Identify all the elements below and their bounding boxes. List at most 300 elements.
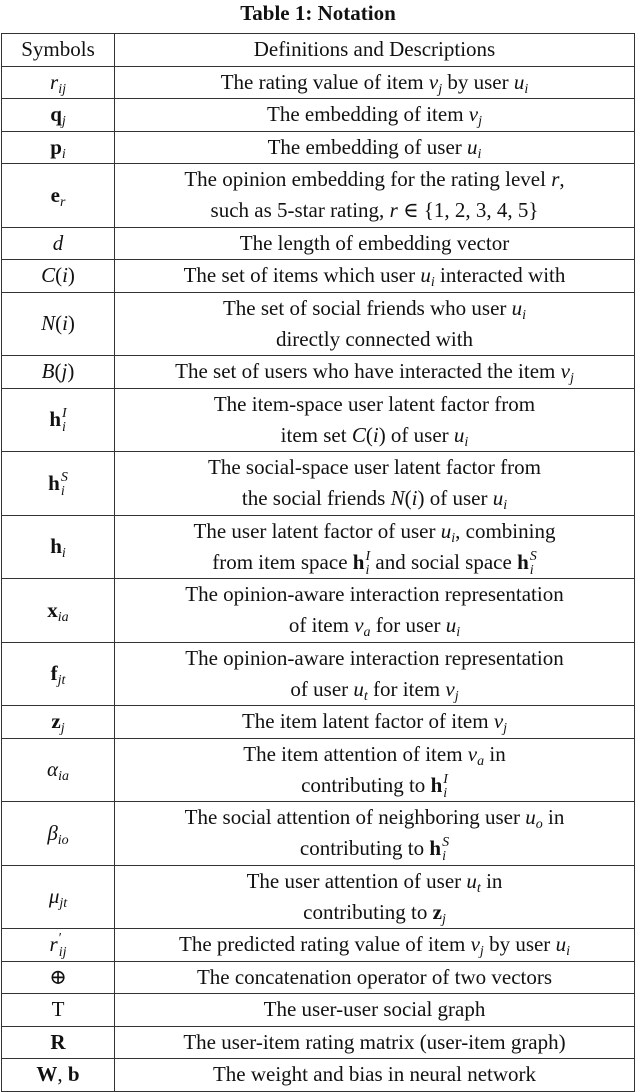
bold-symbol: p: [50, 134, 62, 159]
text: for user: [370, 613, 446, 638]
math-segment: [41, 311, 55, 335]
text: The embedding of user: [267, 134, 468, 159]
math-segment: [242, 709, 494, 733]
bold-symbol: R: [50, 1029, 66, 1054]
subscript: i: [61, 546, 66, 562]
math-segment: [214, 392, 535, 416]
symbol-cell: [2, 292, 115, 356]
bold-symbol: h: [48, 470, 60, 495]
italic-symbol: u: [453, 422, 465, 447]
italic-symbol: j: [61, 359, 68, 384]
math-segment: [445, 613, 461, 641]
math-segment: [560, 359, 574, 387]
italic-symbol: B: [41, 359, 55, 384]
symbol-cell: [2, 1026, 115, 1059]
symbol-cell: [2, 131, 115, 164]
math-segment: [185, 805, 526, 829]
math-segment: [264, 997, 486, 1021]
text: (: [55, 263, 63, 288]
sub-sup: [59, 932, 67, 960]
table-row: [2, 865, 635, 929]
description-line: [119, 579, 630, 610]
math-segment: [442, 70, 514, 94]
text: The opinion embedding for the rating level: [184, 167, 552, 192]
math-segment: [268, 135, 467, 159]
italic-symbol: i: [372, 422, 379, 447]
table-row: [2, 579, 635, 643]
math-segment: [194, 519, 441, 543]
subscript: ia: [58, 769, 69, 785]
description-cell: [115, 452, 635, 516]
math-segment: [352, 423, 366, 447]
table-row: [2, 961, 635, 994]
italic-symbol: v: [354, 613, 364, 638]
description-line: [119, 739, 630, 770]
symbol-cell: [2, 642, 115, 706]
math-segment: [50, 134, 66, 162]
description-cell: [115, 865, 635, 929]
symbol-cell: [2, 738, 115, 802]
math-segment: [481, 869, 503, 893]
italic-symbol: i: [62, 311, 68, 336]
text: The embedding of item: [267, 102, 469, 127]
math-segment: [47, 820, 69, 848]
subscript: jt: [57, 673, 66, 689]
math-segment: [50, 182, 66, 210]
italic-symbol: d: [52, 230, 64, 255]
description-line: [119, 420, 630, 451]
description-cell: [115, 388, 635, 452]
description-cell: [115, 579, 635, 643]
text: The user attention of user: [246, 868, 467, 893]
subscript: i: [60, 483, 65, 499]
bold-symbol: W: [36, 1062, 58, 1087]
math-segment: [432, 899, 446, 927]
symbol-cell: [2, 706, 115, 739]
text: item set: [280, 422, 352, 447]
text: in: [542, 805, 565, 830]
table-row: [2, 292, 635, 356]
notation-table: [1, 33, 635, 1092]
superscript: S: [442, 835, 450, 851]
table-row: [2, 642, 635, 706]
description-line: [119, 260, 630, 291]
italic-symbol: C: [41, 263, 56, 288]
table-row: [2, 66, 635, 99]
description-cell: [115, 642, 635, 706]
superscript: S: [529, 548, 537, 564]
text: of user: [290, 676, 354, 701]
math-segment: [243, 742, 468, 766]
text: by user: [442, 69, 514, 94]
math-segment: [428, 69, 443, 97]
symbol-cell: [2, 452, 115, 516]
subscript: ia: [57, 609, 69, 625]
text: The length of embedding vector: [239, 230, 510, 255]
description-cell: [115, 260, 635, 293]
subscript: o: [535, 817, 543, 833]
text: The user latent factor of user: [193, 518, 441, 543]
bold-symbol: h: [429, 836, 442, 861]
subscript: i: [477, 146, 482, 162]
subscript: j: [569, 371, 574, 387]
symbol-cell: [2, 929, 115, 962]
text: from item space: [212, 549, 353, 574]
description-line: [119, 1027, 630, 1058]
text: The set of items which user: [183, 263, 421, 288]
math-segment: [517, 548, 537, 578]
italic-symbol: u: [492, 486, 504, 511]
text: , combining: [455, 518, 556, 543]
subscript: j: [454, 688, 459, 704]
math-segment: [211, 198, 390, 222]
description-cell: [115, 292, 635, 356]
math-segment: [183, 1030, 565, 1054]
subscript: t: [476, 880, 481, 896]
math-segment: [391, 486, 405, 510]
math-segment: [48, 884, 68, 912]
symbol-cell: [2, 356, 115, 389]
text: The concatenation operator of two vectors: [196, 964, 553, 989]
sub-sup: [530, 550, 537, 578]
italic-symbol: μ: [48, 884, 60, 909]
description-line: [119, 674, 630, 705]
subscript: r: [59, 194, 66, 210]
sub-sup: [443, 773, 448, 801]
italic-symbol: u: [511, 295, 523, 320]
description-line: [119, 962, 630, 993]
math-segment: [240, 231, 509, 255]
text: and social space: [370, 549, 518, 574]
subscript: j: [60, 721, 65, 737]
text: the social friends: [241, 486, 391, 511]
math-segment: [47, 597, 69, 625]
math-segment: [543, 805, 565, 829]
math-segment: [52, 997, 65, 1021]
italic-symbol: v: [560, 359, 570, 384]
table-row: [2, 164, 635, 228]
math-segment: [247, 869, 467, 893]
sub-sup: [442, 836, 449, 864]
italic-symbol: α: [47, 757, 59, 782]
bold-symbol: h: [49, 407, 61, 432]
math-segment: [354, 613, 371, 641]
subscript: a: [477, 753, 485, 769]
description-line: [119, 833, 630, 864]
italic-symbol: u: [466, 868, 477, 893]
text: directly connected with: [275, 326, 474, 351]
description-cell: [115, 738, 635, 802]
text: interacted with: [434, 263, 566, 288]
math-segment: [405, 486, 412, 510]
description-cell: [115, 802, 635, 866]
subscript: j: [479, 944, 484, 960]
math-segment: [467, 741, 485, 769]
subscript: i: [522, 307, 527, 323]
math-segment: [68, 311, 75, 335]
italic-symbol: C: [351, 422, 366, 447]
symbol-cell: [2, 260, 115, 293]
math-segment: [68, 1062, 80, 1086]
header-definitions: Definitions and Descriptions: [115, 34, 635, 67]
subscript: j: [503, 721, 508, 737]
symbol-cell: [2, 865, 115, 929]
subscript: t: [363, 688, 368, 704]
math-segment: [398, 198, 539, 222]
subscript: j: [61, 114, 66, 130]
subscript: i: [365, 562, 370, 578]
subscript: a: [363, 625, 371, 641]
math-segment: [430, 771, 448, 801]
subscript: i: [442, 849, 446, 865]
math-segment: [42, 359, 55, 383]
description-line: [119, 452, 630, 483]
math-segment: [276, 327, 473, 351]
text: contributing to: [303, 899, 433, 924]
table-row: [2, 802, 635, 866]
description-line: [119, 516, 630, 547]
text: of item: [288, 613, 355, 638]
math-segment: [212, 550, 353, 574]
text: contributing to: [301, 772, 431, 797]
italic-symbol: r: [49, 932, 58, 957]
subscript: i: [503, 498, 508, 514]
subscript: i: [443, 785, 448, 801]
math-segment: [49, 965, 67, 989]
subscript: i: [529, 562, 534, 578]
table-row: [2, 227, 635, 260]
italic-symbol: i: [62, 263, 68, 288]
math-segment: [185, 646, 563, 670]
symbol-cell: [2, 961, 115, 994]
italic-symbol: v: [470, 932, 480, 957]
description-line: [119, 164, 630, 195]
description-line: [119, 802, 630, 833]
table-row: [2, 260, 635, 293]
description-line: [119, 866, 630, 897]
italic-symbol: N: [41, 311, 56, 336]
description-cell: [115, 356, 635, 389]
table-row: [2, 738, 635, 802]
bold-symbol: h: [50, 534, 62, 559]
subscript: i: [524, 81, 529, 97]
math-segment: [289, 613, 354, 637]
symbol-cell: [2, 227, 115, 260]
description-line: [119, 643, 630, 674]
bold-symbol: h: [517, 549, 529, 574]
italic-symbol: u: [555, 932, 567, 957]
text: contributing to: [299, 836, 430, 861]
math-segment: [221, 70, 429, 94]
symbol-cell: [2, 99, 115, 132]
description-line: [119, 195, 630, 226]
italic-symbol: r: [389, 198, 398, 223]
math-segment: [290, 677, 353, 701]
math-segment: [67, 359, 74, 383]
description-line: [119, 389, 630, 420]
description-line: [119, 99, 630, 130]
superscript: I: [365, 548, 371, 564]
math-segment: [50, 102, 66, 130]
table-row: [2, 1059, 635, 1092]
math-segment: [492, 486, 508, 514]
italic-symbol: u: [440, 518, 452, 543]
text: The weight and bias in neural network: [212, 1062, 537, 1087]
text: The set of social friends who user: [222, 295, 512, 320]
italic-symbol: N: [390, 486, 405, 511]
text: The rating value of item: [220, 69, 429, 94]
math-segment: [352, 548, 371, 578]
math-segment: [49, 931, 67, 961]
bold-symbol: q: [50, 102, 62, 127]
subscript: jt: [59, 896, 68, 912]
description-cell: [115, 227, 635, 260]
math-segment: [179, 932, 471, 956]
text: in: [484, 741, 506, 766]
bold-symbol: x: [47, 597, 58, 622]
bold-symbol: h: [352, 549, 365, 574]
math-segment: [175, 359, 560, 383]
sub-sup: [61, 471, 68, 499]
description-line: [119, 770, 630, 801]
math-segment: [379, 423, 454, 447]
description-cell: [115, 929, 635, 962]
description-line: [119, 67, 630, 98]
text: ∈ {1, 2, 3, 4, 5}: [397, 198, 539, 223]
table-row: [2, 131, 635, 164]
text: ,: [57, 1062, 68, 1087]
subscript: ij: [58, 81, 66, 97]
text: ): [67, 263, 75, 288]
math-segment: [53, 231, 64, 255]
text: ): [67, 311, 75, 336]
text: T: [51, 997, 65, 1022]
superscript: S: [60, 469, 68, 485]
description-cell: [115, 131, 635, 164]
math-segment: [484, 742, 506, 766]
italic-symbol: r: [50, 69, 59, 94]
table-row: [2, 994, 635, 1027]
description-cell: [115, 961, 635, 994]
text: The item attention of item: [243, 741, 468, 766]
description-line: [119, 324, 630, 355]
math-segment: [197, 965, 552, 989]
text: The social-space user latent factor from: [208, 455, 541, 480]
description-line: [119, 356, 630, 387]
math-segment: [466, 868, 481, 896]
italic-symbol: u: [445, 613, 457, 638]
subscript: i: [430, 275, 435, 291]
subscript: i: [464, 434, 469, 450]
description-cell: [115, 994, 635, 1027]
math-segment: [559, 167, 564, 191]
text: such as 5-star rating,: [210, 198, 390, 223]
superscript: ′: [58, 931, 62, 947]
text: (: [54, 359, 62, 384]
italic-symbol: β: [47, 820, 58, 845]
italic-symbol: u: [420, 263, 431, 288]
table-caption: Table 1: Notation: [240, 1, 396, 25]
math-segment: [440, 518, 456, 546]
subscript: i: [456, 625, 461, 641]
subscript: i: [62, 420, 66, 436]
text: The user-user social graph: [263, 997, 486, 1022]
description-line: [119, 483, 630, 514]
math-segment: [185, 582, 563, 606]
italic-symbol: u: [513, 69, 525, 94]
description-line: [119, 228, 630, 259]
math-segment: [453, 422, 469, 450]
description-line: [119, 994, 630, 1025]
math-segment: [48, 469, 68, 499]
subscript: j: [438, 81, 443, 97]
math-segment: [513, 69, 529, 97]
math-segment: [208, 455, 541, 479]
text: (: [365, 422, 373, 447]
table-row: [2, 1026, 635, 1059]
subscript: i: [451, 530, 456, 546]
bold-symbol: z: [432, 899, 442, 924]
math-segment: [281, 423, 352, 447]
description-cell: [115, 706, 635, 739]
text: (: [404, 486, 412, 511]
math-segment: [50, 1030, 65, 1054]
math-segment: [50, 534, 66, 562]
description-cell: [115, 66, 635, 99]
text: The predicted rating value of item: [179, 932, 471, 957]
symbol-cell: [2, 1059, 115, 1092]
subscript: ij: [58, 945, 67, 961]
math-segment: [368, 677, 446, 701]
text: The item latent factor of item: [241, 709, 494, 734]
bold-symbol: f: [50, 661, 58, 686]
description-line: [119, 610, 630, 641]
description-cell: [115, 515, 635, 579]
math-segment: [303, 900, 433, 924]
text: ): [67, 359, 75, 384]
math-segment: [184, 263, 421, 287]
table-row: [2, 515, 635, 579]
description-line: [119, 1059, 630, 1090]
math-segment: [300, 836, 430, 860]
math-segment: [468, 102, 482, 130]
italic-symbol: u: [467, 134, 478, 159]
description-cell: [115, 99, 635, 132]
italic-symbol: v: [445, 676, 455, 701]
text: The social attention of neighboring user: [184, 805, 526, 830]
math-segment: [455, 519, 555, 543]
math-segment: [467, 134, 482, 162]
table-row: [2, 99, 635, 132]
math-segment: [353, 676, 368, 704]
italic-symbol: r: [551, 167, 560, 192]
text: The opinion-aware interaction representation: [185, 645, 564, 670]
bold-symbol: h: [430, 772, 443, 797]
italic-symbol: v: [428, 69, 439, 94]
description-cell: [115, 164, 635, 228]
math-segment: [470, 932, 484, 960]
symbol-cell: [2, 994, 115, 1027]
symbol-cell: [2, 66, 115, 99]
symbol-cell: [2, 802, 115, 866]
bold-symbol: b: [67, 1062, 80, 1087]
text: ,: [559, 167, 565, 192]
math-segment: [47, 757, 69, 785]
text: ) of user: [417, 486, 493, 511]
text: for item: [367, 676, 446, 701]
symbol-cell: [2, 388, 115, 452]
text: ⊕: [49, 964, 67, 989]
